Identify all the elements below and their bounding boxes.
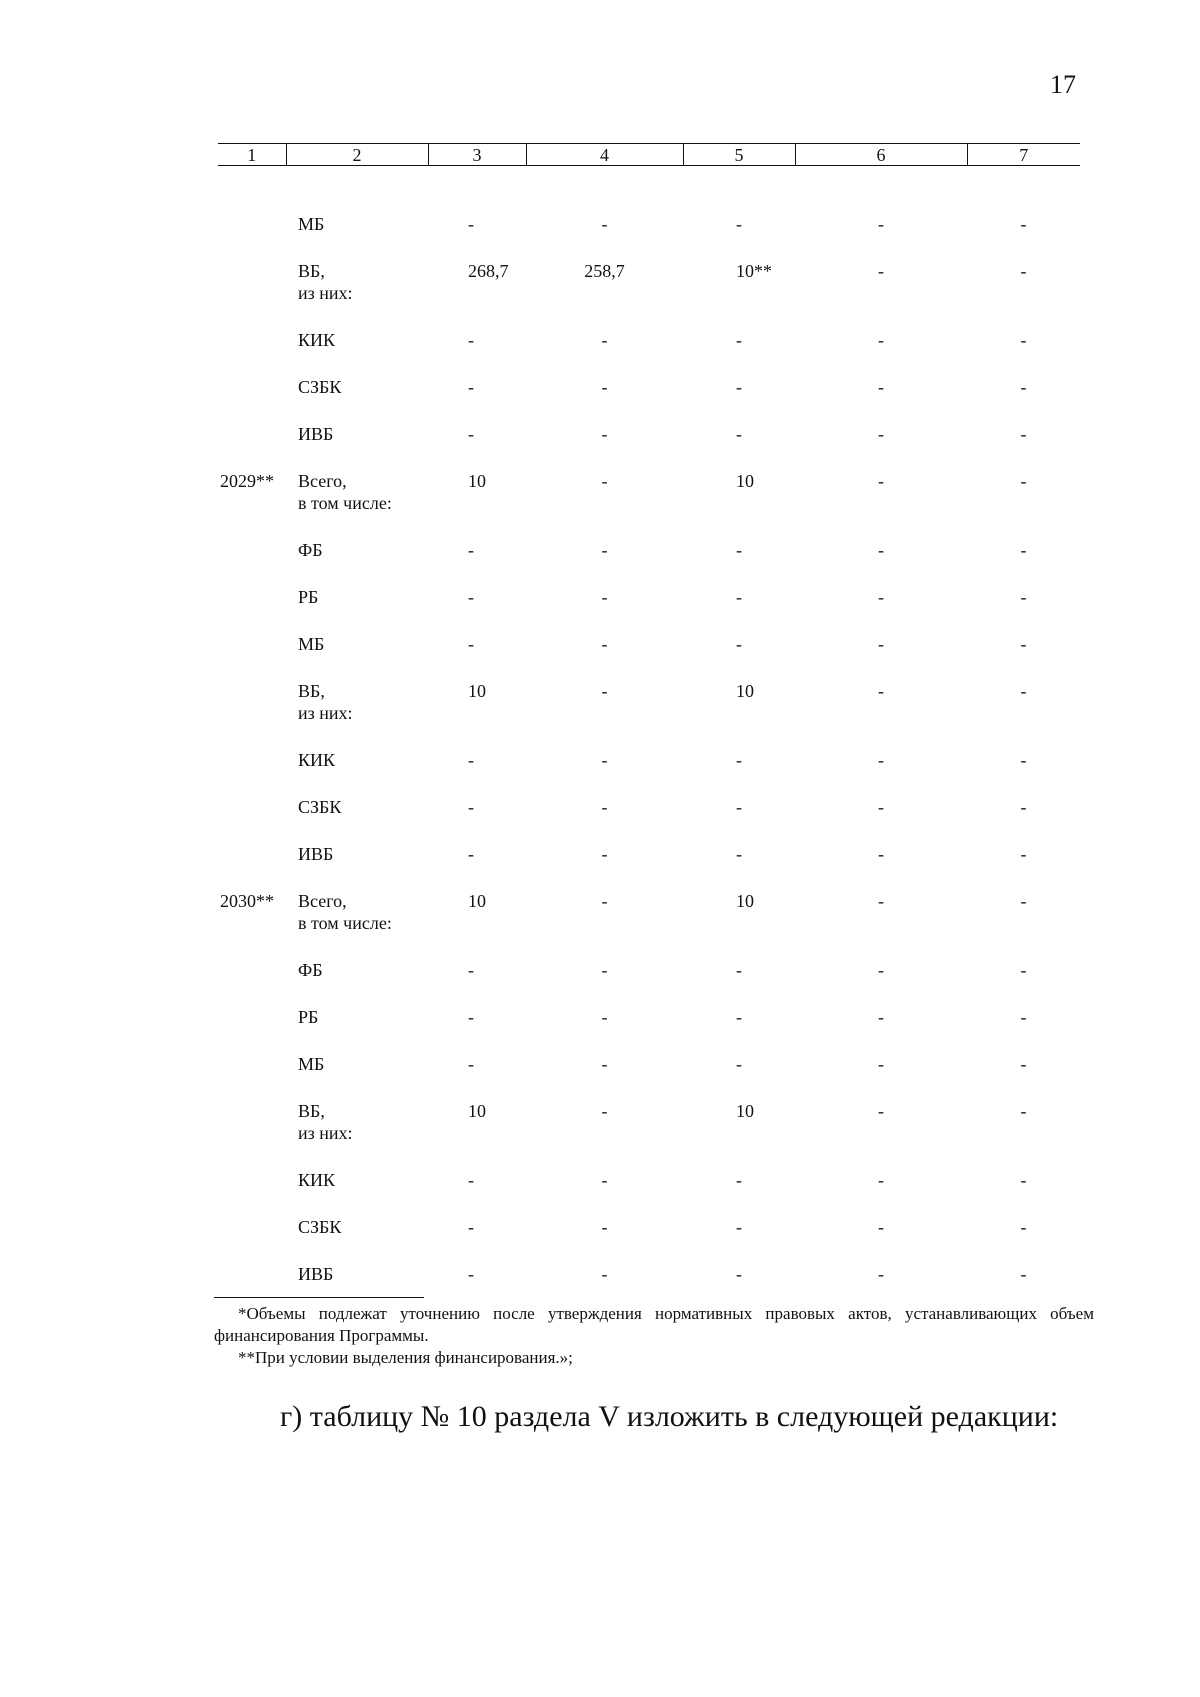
table-row <box>218 213 1080 260</box>
row-value-col-5: - <box>736 1217 742 1237</box>
row-value-col-4: - <box>601 540 608 560</box>
table-row <box>218 959 1080 1006</box>
table-row <box>218 586 1080 633</box>
row-value-col-7: - <box>1020 960 1027 980</box>
row-value-col-7: - <box>1020 424 1027 444</box>
row-value-col-4: - <box>601 587 608 607</box>
column-header-6: 6 <box>795 144 967 166</box>
row-value-col-5: - <box>736 1054 742 1074</box>
row-value-col-4: - <box>601 214 608 234</box>
row-label-cell <box>286 1169 428 1216</box>
row-value-col-6: - <box>878 424 884 444</box>
row-value-col-4: - <box>601 844 608 864</box>
table-spacer-row <box>218 166 1080 214</box>
instruction-paragraph: г) таблицу № 10 раздела V изложить в следующей редакции: <box>280 1400 1059 1433</box>
table-row <box>218 1216 1080 1263</box>
row-value-col-6: - <box>878 797 884 817</box>
row-label-cell <box>286 633 428 680</box>
row-label-cell <box>286 539 428 586</box>
row-value-col-5: - <box>736 214 742 234</box>
row-value-col-7: - <box>1020 330 1027 350</box>
row-value-col-6: - <box>878 471 884 491</box>
row-value-col-5: 10 <box>736 891 754 911</box>
row-label: ФБ <box>298 960 323 980</box>
row-value-col-5: - <box>736 424 742 444</box>
row-value-col-5: 10 <box>736 471 754 491</box>
row-value-col-3: - <box>468 844 474 864</box>
row-value-col-7: - <box>1020 1217 1027 1237</box>
row-value-col-7: - <box>1020 891 1027 911</box>
row-value-col-3: - <box>468 1217 474 1237</box>
row-value-col-7: - <box>1020 844 1027 864</box>
row-value-col-7: - <box>1020 1264 1027 1284</box>
row-value-col-4: - <box>601 750 608 770</box>
row-year <box>218 1216 286 1263</box>
row-value-col-4: 258,7 <box>584 261 625 281</box>
row-value-col-3: - <box>468 634 474 654</box>
row-value-col-5: - <box>736 797 742 817</box>
table-row <box>218 470 1080 539</box>
row-label-cell <box>286 890 428 959</box>
row-value-col-6: - <box>878 587 884 607</box>
row-value-col-3: 10 <box>468 471 486 491</box>
row-value-col-3: - <box>468 1170 474 1190</box>
row-value-col-3: - <box>468 424 474 444</box>
row-value-col-6: - <box>878 1007 884 1027</box>
row-label-cell <box>286 1100 428 1169</box>
row-value-col-4: - <box>601 424 608 444</box>
row-year: 2030** <box>220 891 274 911</box>
row-year <box>218 329 286 376</box>
row-sublabel: из них: <box>298 703 353 723</box>
row-label: ИВБ <box>298 1264 334 1284</box>
row-value-col-4: - <box>601 1264 608 1284</box>
table-body <box>218 166 1080 1311</box>
row-value-col-6: - <box>878 1264 884 1284</box>
row-value-col-3: - <box>468 214 474 234</box>
table-row <box>218 1100 1080 1169</box>
table-row <box>218 260 1080 329</box>
row-year: 2029** <box>220 471 274 491</box>
row-label-cell <box>286 843 428 890</box>
row-year <box>218 586 286 633</box>
table-header <box>218 144 1080 166</box>
row-value-col-3: 10 <box>468 891 486 911</box>
table-row <box>218 796 1080 843</box>
row-year <box>218 959 286 1006</box>
row-label: СЗБК <box>298 1217 342 1237</box>
row-value-col-7: - <box>1020 261 1027 281</box>
row-value-col-7: - <box>1020 1170 1027 1190</box>
row-value-col-5: 10 <box>736 1101 754 1121</box>
row-value-col-6: - <box>878 634 884 654</box>
table-row <box>218 843 1080 890</box>
column-header-2: 2 <box>286 144 428 166</box>
row-label: ВБ, <box>298 681 325 701</box>
row-label-cell <box>286 329 428 376</box>
row-label: МБ <box>298 1054 325 1074</box>
row-value-col-6: - <box>878 214 884 234</box>
row-value-col-5: - <box>736 1170 742 1190</box>
row-label: КИК <box>298 330 336 350</box>
row-label: ВБ, <box>298 261 325 281</box>
row-value-col-5: - <box>736 587 742 607</box>
row-value-col-6: - <box>878 1101 884 1121</box>
row-year <box>218 213 286 260</box>
row-label: КИК <box>298 1170 336 1190</box>
row-year <box>218 260 286 329</box>
footnotes <box>214 1303 1094 1369</box>
row-value-col-7: - <box>1020 540 1027 560</box>
row-value-col-7: - <box>1020 681 1027 701</box>
row-label-cell <box>286 470 428 539</box>
row-label: МБ <box>298 634 325 654</box>
row-label-cell <box>286 680 428 749</box>
row-value-col-7: - <box>1020 377 1027 397</box>
row-value-col-4: - <box>601 330 608 350</box>
row-year <box>218 749 286 796</box>
row-value-col-7: - <box>1020 634 1027 654</box>
row-value-col-5: - <box>736 960 742 980</box>
row-label: РБ <box>298 1007 319 1027</box>
row-value-col-7: - <box>1020 471 1027 491</box>
row-value-col-5: 10** <box>736 261 772 281</box>
row-value-col-4: - <box>601 1007 608 1027</box>
row-label-cell <box>286 1006 428 1053</box>
row-year <box>218 1169 286 1216</box>
table-row <box>218 890 1080 959</box>
table-row <box>218 1053 1080 1100</box>
row-value-col-6: - <box>878 960 884 980</box>
row-year <box>218 539 286 586</box>
row-value-col-6: - <box>878 844 884 864</box>
row-value-col-7: - <box>1020 750 1027 770</box>
row-year <box>218 796 286 843</box>
column-header-5: 5 <box>683 144 795 166</box>
row-year <box>218 1100 286 1169</box>
row-value-col-4: - <box>601 1054 608 1074</box>
row-label-cell <box>286 796 428 843</box>
row-value-col-3: - <box>468 330 474 350</box>
row-value-col-6: - <box>878 750 884 770</box>
row-sublabel: из них: <box>298 1123 353 1143</box>
table-row <box>218 539 1080 586</box>
column-header-1: 1 <box>218 144 286 166</box>
row-label-cell <box>286 586 428 633</box>
row-label-cell <box>286 959 428 1006</box>
row-year <box>218 1053 286 1100</box>
row-value-col-5: 10 <box>736 681 754 701</box>
row-value-col-4: - <box>601 891 608 911</box>
row-label: Всего, <box>298 471 347 491</box>
row-value-col-5: - <box>736 1007 742 1027</box>
row-label-cell <box>286 1216 428 1263</box>
table-row <box>218 749 1080 796</box>
row-value-col-4: - <box>601 1217 608 1237</box>
row-value-col-4: - <box>601 634 608 654</box>
row-value-col-6: - <box>878 1054 884 1074</box>
row-year <box>218 1006 286 1053</box>
table-row <box>218 423 1080 470</box>
row-label: РБ <box>298 587 319 607</box>
row-label-cell <box>286 1053 428 1100</box>
page-number: 17 <box>1050 70 1076 99</box>
row-value-col-3: - <box>468 377 474 397</box>
row-sublabel: из них: <box>298 283 353 303</box>
row-label-cell <box>286 376 428 423</box>
row-label: КИК <box>298 750 336 770</box>
row-value-col-6: - <box>878 891 884 911</box>
table-row <box>218 329 1080 376</box>
row-year <box>218 843 286 890</box>
row-value-col-7: - <box>1020 587 1027 607</box>
row-value-col-3: - <box>468 540 474 560</box>
row-value-col-3: - <box>468 1054 474 1074</box>
financing-table <box>218 143 1080 1310</box>
header-row <box>218 144 1080 166</box>
row-year <box>218 423 286 470</box>
row-value-col-3: - <box>468 1264 474 1284</box>
row-value-col-3: - <box>468 587 474 607</box>
row-value-col-3: - <box>468 797 474 817</box>
row-value-col-5: - <box>736 634 742 654</box>
row-value-col-7: - <box>1020 1007 1027 1027</box>
row-value-col-5: - <box>736 1264 742 1284</box>
row-value-col-7: - <box>1020 1101 1027 1121</box>
row-value-col-5: - <box>736 377 742 397</box>
row-value-col-5: - <box>736 750 742 770</box>
row-label: СЗБК <box>298 377 342 397</box>
row-value-col-4: - <box>601 797 608 817</box>
row-label: Всего, <box>298 891 347 911</box>
row-year <box>218 633 286 680</box>
row-value-col-6: - <box>878 330 884 350</box>
row-value-col-7: - <box>1020 1054 1027 1074</box>
row-value-col-3: - <box>468 960 474 980</box>
row-value-col-6: - <box>878 681 884 701</box>
table-row <box>218 1006 1080 1053</box>
row-year <box>218 376 286 423</box>
row-label-cell <box>286 213 428 260</box>
row-label-cell <box>286 423 428 470</box>
row-label: ИВБ <box>298 844 334 864</box>
row-value-col-6: - <box>878 377 884 397</box>
row-sublabel: в том числе: <box>298 913 392 933</box>
row-label: СЗБК <box>298 797 342 817</box>
row-value-col-6: - <box>878 1217 884 1237</box>
row-label-cell <box>286 749 428 796</box>
row-value-col-4: - <box>601 681 608 701</box>
footnote-separator <box>214 1297 424 1298</box>
financing-table-container <box>218 143 1080 1310</box>
row-value-col-6: - <box>878 540 884 560</box>
row-sublabel: в том числе: <box>298 493 392 513</box>
row-value-col-3: - <box>468 750 474 770</box>
table-row <box>218 680 1080 749</box>
column-header-3: 3 <box>428 144 526 166</box>
row-value-col-3: - <box>468 1007 474 1027</box>
row-value-col-3: 10 <box>468 681 486 701</box>
footnote-funding-condition: **При условии выделения финансирования.»; <box>238 1348 573 1367</box>
row-value-col-5: - <box>736 330 742 350</box>
row-value-col-5: - <box>736 844 742 864</box>
table-row <box>218 1169 1080 1216</box>
row-label: ВБ, <box>298 1101 325 1121</box>
footnote-volumes: *Объемы подлежат уточнению после утверждения нормативных правовых актов, устанавливающих объем финансирования Программы. <box>214 1304 1094 1345</box>
row-value-col-5: - <box>736 540 742 560</box>
row-value-col-3: 268,7 <box>468 261 509 281</box>
row-value-col-3: 10 <box>468 1101 486 1121</box>
row-label: ИВБ <box>298 424 334 444</box>
row-label: ФБ <box>298 540 323 560</box>
row-value-col-7: - <box>1020 214 1027 234</box>
column-header-7: 7 <box>967 144 1080 166</box>
column-header-4: 4 <box>526 144 683 166</box>
row-label: МБ <box>298 214 325 234</box>
table-row <box>218 376 1080 423</box>
row-value-col-4: - <box>601 1170 608 1190</box>
row-year <box>218 680 286 749</box>
row-value-col-6: - <box>878 261 884 281</box>
table-row <box>218 633 1080 680</box>
row-value-col-4: - <box>601 1101 608 1121</box>
row-value-col-7: - <box>1020 797 1027 817</box>
row-value-col-4: - <box>601 377 608 397</box>
row-value-col-4: - <box>601 960 608 980</box>
row-value-col-4: - <box>601 471 608 491</box>
row-label-cell <box>286 260 428 329</box>
row-value-col-6: - <box>878 1170 884 1190</box>
